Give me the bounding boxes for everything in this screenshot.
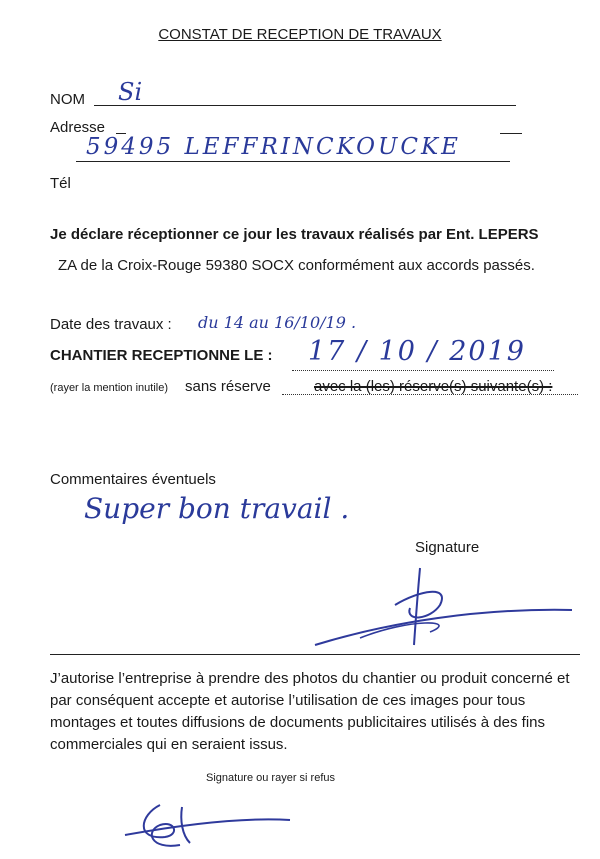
- sans-reserve-text: sans réserve: [185, 378, 271, 395]
- adresse-label: Adresse: [50, 119, 106, 136]
- adresse-line-end: [500, 133, 522, 134]
- signature-refus-drawing: [120, 795, 300, 855]
- declaration-line-2: ZA de la Croix-Rouge 59380 SOCX conformément aux accords passés.: [58, 257, 535, 274]
- date-label: Date des travaux :: [50, 316, 172, 333]
- signature-label: Signature: [415, 539, 480, 556]
- company-name: Ent. LEPERS: [446, 226, 539, 243]
- comments-value: Super bon travail .: [84, 492, 350, 525]
- avec-reserve-text: avec la (les) réserve(s) suivante(s) :: [314, 378, 553, 395]
- document-title: CONSTAT DE RECEPTION DE TRAVAUX: [158, 26, 442, 43]
- reserve-instruction: (rayer la mention inutile): [50, 382, 168, 394]
- chantier-label: CHANTIER RECEPTIONNE LE :: [50, 347, 273, 364]
- adresse-line-2: [76, 161, 510, 162]
- tel-label: Tél: [50, 175, 71, 192]
- signature-line: [50, 654, 580, 655]
- adresse-value: 59495 LEFFRINCKOUCKE: [86, 134, 461, 160]
- reserve-dotted-line: [282, 394, 578, 395]
- nom-line: [94, 105, 516, 106]
- declaration-line-1: [50, 226, 539, 243]
- signature-drawing: [300, 560, 580, 655]
- declaration-text: Je déclare réceptionner ce jour les travaux réalisés par: [50, 226, 447, 243]
- chantier-date-value: 17 / 10 / 2019: [308, 336, 526, 367]
- authorization-paragraph: J’autorise l’entreprise à prendre des photos du chantier ou produit concerné et par conséquent accepte et autorise l’utilisation de ces images pour tous montages et toutes diffusions de documents publicitaires utilisés à des fins commerciales qui en seraient issus.: [50, 670, 570, 753]
- comments-label: Commentaires éventuels: [50, 471, 216, 488]
- date-value: du 14 au 16/10/19 .: [198, 313, 357, 332]
- chantier-dotted-line: [292, 370, 554, 371]
- nom-label: NOM: [50, 91, 85, 108]
- signature-refus-label: Signature ou rayer si refus: [206, 772, 336, 784]
- nom-value: Si: [118, 78, 143, 106]
